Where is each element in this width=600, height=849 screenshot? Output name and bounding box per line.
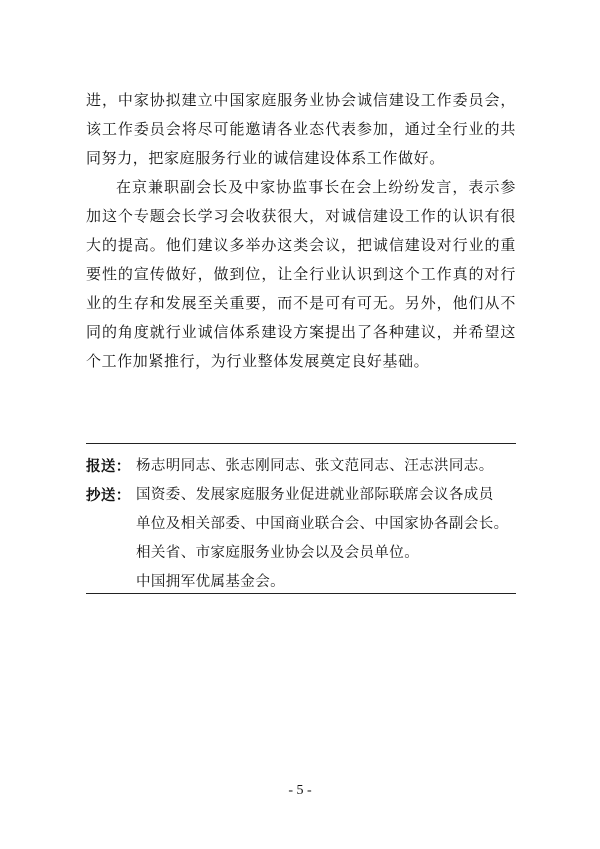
report-recipients: 杨志明同志、张志刚同志、张文范同志、汪志洪同志。	[136, 458, 494, 474]
distribution-block	[86, 452, 516, 597]
copy-recipients-line: 单位及相关部委、中国商业联合会、中国家协各副会长。	[136, 516, 509, 532]
copy-label: 抄送：	[86, 487, 131, 504]
copy-row	[86, 481, 516, 597]
page-number: - 5 -	[288, 783, 312, 798]
top-divider	[86, 443, 516, 444]
copy-recipients-line: 相关省、市家庭服务业协会以及会员单位。	[136, 545, 420, 561]
report-label: 报送：	[86, 458, 131, 475]
paragraph-meeting-remarks: 在京兼职副会长及中家协监事长在会上纷纷发言，表示参加这个专题会长学习会收获很大，对诚信建设工作的认识有很大的提高。他们建议多举办这类会议，把诚信建设对行业的重要性的宣传做好，做到位，让全行业认识到这个工作真的对行业的生存和发展至关重要，而不是可有可无。另外，他们从不同的角度就行业诚信体系建设方案提出了各种建议，并希望这个工作加紧推行，为行业整体发展奠定良好基础。	[86, 178, 516, 370]
copy-recipients-line: 中国拥军优属基金会。	[136, 574, 285, 590]
report-row	[86, 452, 516, 481]
paragraph-continuation: 进，中家协拟建立中国家庭服务业协会诚信建设工作委员会，该工作委员会将尽可能邀请各业态代表参加，通过全行业的共同努力，把家庭服务行业的诚信建设体系工作做好。	[86, 91, 516, 167]
body-text	[86, 86, 516, 376]
bottom-divider	[86, 593, 516, 594]
copy-recipients-line: 国资委、发展家庭服务业促进就业部际联席会议各成员	[136, 487, 494, 503]
